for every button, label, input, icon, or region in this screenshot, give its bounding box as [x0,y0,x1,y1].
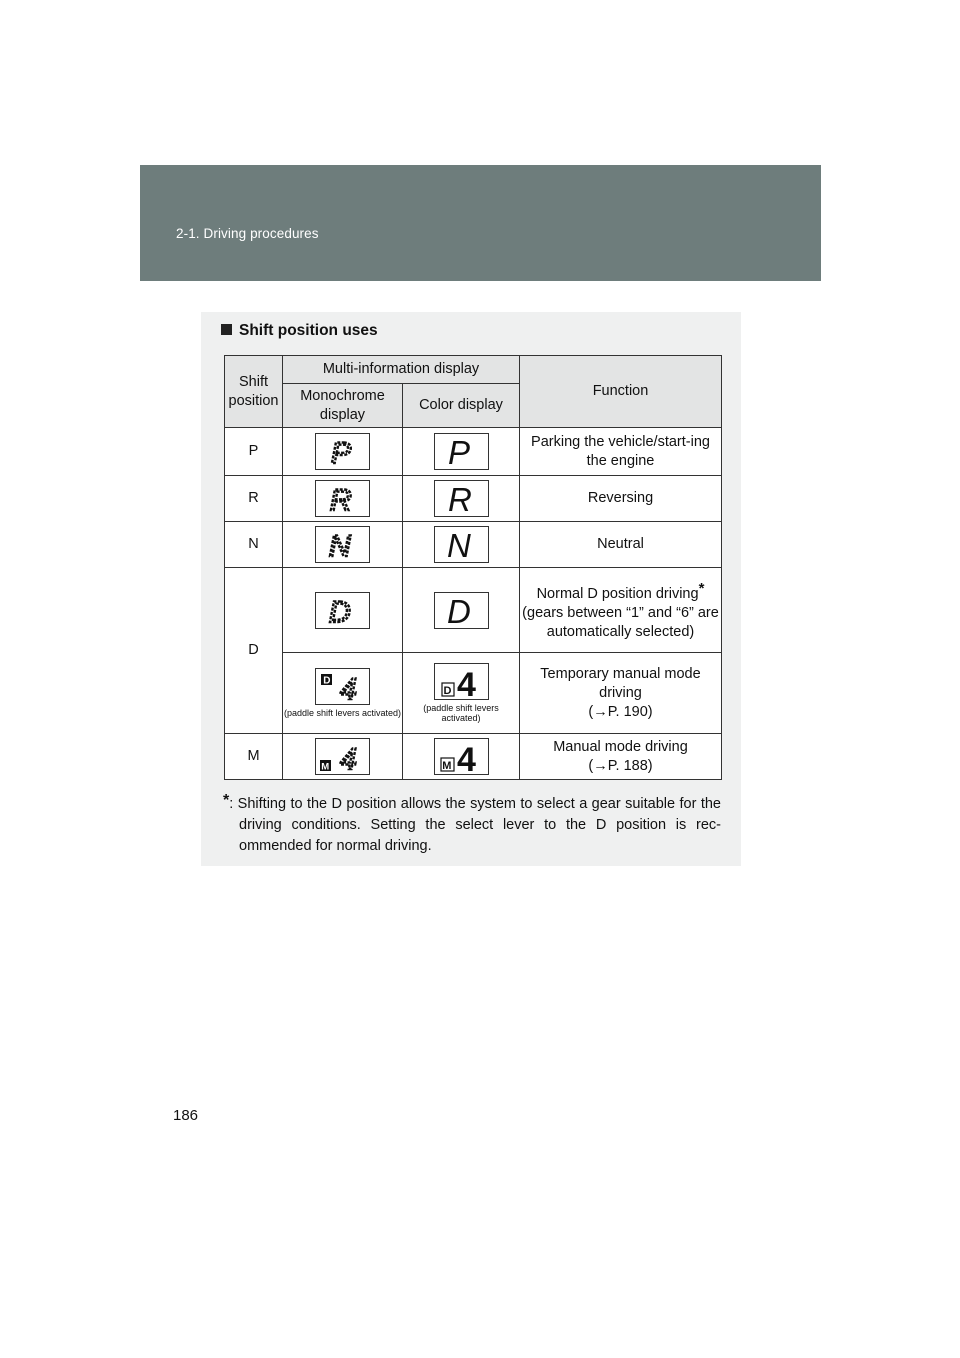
function-cell: Temporary manual mode driving (→P. 190) [520,653,722,734]
header-multi-info: Multi-information display [283,356,520,384]
svg-text:R: R [447,481,472,516]
svg-text:N: N [446,527,471,562]
table-row [225,734,722,780]
section-title: Shift position uses [221,322,378,340]
mono-cell [283,734,403,780]
mono-n-icon [315,526,370,563]
function-cell: Parking the vehicle/start-ing the engine [520,428,722,476]
function-cell: Normal D position driving* (gears between “1” and “6” are automatically selected) [520,568,722,653]
footnote [223,790,721,857]
color-p-icon [434,433,489,470]
page-number: 186 [173,1107,199,1124]
mono-m4-icon [315,738,370,775]
position-cell: N [225,522,283,568]
mono-cell [283,568,403,653]
color-cell [403,568,520,653]
svg-text:P: P [447,434,470,469]
mono-cell [283,522,403,568]
svg-text:D: D [329,595,351,628]
svg-text:4: 4 [340,743,357,774]
table-row [225,428,722,476]
function-cell: Reversing [520,476,722,522]
header-monochrome: Monochrome display [283,384,403,428]
svg-text:D: D [443,685,451,697]
mono-d4-icon [315,668,370,705]
color-cell [403,734,520,780]
square-bullet-icon [221,324,232,335]
table-row [225,522,722,568]
color-cell [403,653,520,734]
svg-text:4: 4 [456,666,476,699]
position-cell: D [225,568,283,734]
color-d4-icon [434,663,489,700]
header-function: Function [520,356,722,428]
mono-d-icon [315,592,370,629]
position-cell: P [225,428,283,476]
color-d-icon [434,592,489,629]
table-row [225,568,722,653]
svg-text:4: 4 [340,673,357,704]
svg-text:D: D [446,592,471,628]
breadcrumb: 2-1. Driving procedures [176,226,319,241]
header-color: Color display [403,384,520,428]
color-n-icon [434,526,489,563]
position-cell: M [225,734,283,780]
content-panel [201,312,741,866]
footnote-mark: * [223,792,230,809]
svg-text:M: M [321,761,330,773]
color-m4-icon [434,738,489,775]
mono-r-icon [315,480,370,517]
color-cell [403,428,520,476]
footnote-text: : Shifting to the D position allows the system to select a gear suitable for the driving conditions. Setting the select lever to the D position is rec-ommended for normal driving. [229,796,721,854]
color-caption: (paddle shift levers activated) [423,703,499,723]
header-band [140,165,821,281]
color-r-icon [434,480,489,517]
mono-caption: (paddle shift levers activated) [283,708,402,718]
svg-text:D: D [323,675,331,687]
svg-text:4: 4 [456,741,476,774]
mono-cell [283,476,403,522]
header-shift-position: Shift position [225,356,283,428]
svg-text:P: P [331,437,352,469]
color-cell [403,476,520,522]
svg-text:M: M [441,760,451,772]
function-cell: Manual mode driving (→P. 188) [520,734,722,780]
mono-cell [283,428,403,476]
function-cell: Neutral [520,522,722,568]
mono-cell [283,653,403,734]
shift-position-table [224,355,722,780]
color-cell [403,522,520,568]
svg-text:R: R [330,484,352,516]
position-cell: R [225,476,283,522]
mono-p-icon [315,433,370,470]
table-row [225,476,722,522]
table-row [225,653,722,734]
svg-text:N: N [329,530,351,562]
